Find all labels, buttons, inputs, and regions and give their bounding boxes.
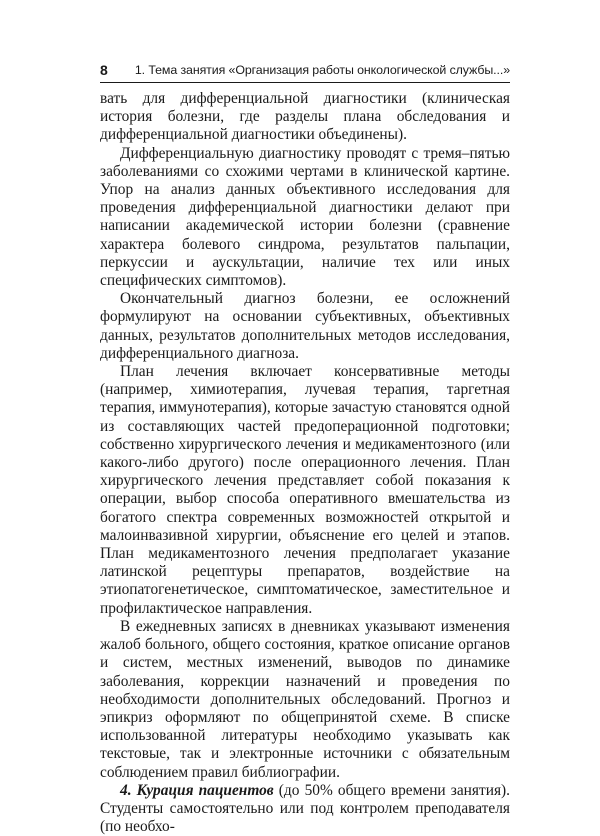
section-text-curation: (до 50% общего времени занятия). Студенты самостоятельно или под контролем преподавателя (по необхо- [100, 781, 511, 836]
text-body [100, 90, 510, 836]
paragraph-final-diagnosis: Окончательный диагноз болезни, ее осложнений формулируют на основании субъективных, объективных данных, результатов дополнительных методов исследования, дифференциального диагноза. [100, 290, 510, 362]
page-number: 8 [100, 62, 108, 78]
paragraph-patient-curation [100, 782, 510, 836]
running-title: 1. Тема занятия «Организация работы онкологической службы...» [134, 63, 510, 77]
paragraph-treatment-plan: План лечения включает консервативные методы (например, химиотерапия, лучевая терапия, таргетная терапия, иммунотерапия), которые зачастую становятся одной из составляющих частей предоперационной подготовки; собственно хирургического лечения и медикаментозного (или какого-либо другого) после операционного лечения. План хирургического лечения представляет собой показания к операции, выбор способа оперативного вмешательства из богатого спектра современных возможностей открытой и малоинвазивной хирургии, объяснение его целей и этапов. План медикаментозного лечения предполагает указание латинской рецептуры препаратов, воздействие на этиопатогенетическое, симптоматическое, заместительное и профилактическое направления. [100, 363, 510, 617]
header-rule [100, 82, 510, 83]
paragraph-daily-records: В ежедневных записях в дневниках указывают изменения жалоб больного, общего состояния, краткое описание органов и систем, местных изменений, выводов по динамике заболевания, коррекции назначений и проведения по необходимости дополнительных обследований. Прогноз и эпикриз оформляют по общепринятой схеме. В списке использованной литературы необходимо указывать как текстовые, так и электронные источники с обязательным соблюдением правил библиографии. [100, 617, 510, 781]
page-header [100, 60, 510, 78]
paragraph-continuation: вать для дифференциальной диагностики (клиническая история болезни, где разделы плана обследования и дифференциальной диагностики объединены). [100, 90, 510, 144]
paragraph-differential-diagnosis: Дифференциальную диагностику проводят с тремя–пятью заболеваниями со схожими чертами в клинической картине. Упор на анализ данных объективного исследования для проведения дифференциальной диагностики делают при написании академической истории болезни (сравнение характера болевого синдрома, результатов пальпации, перкуссии и аускультации, наличие тех или иных специфических симптомов). [100, 144, 510, 290]
section-heading-curation: 4. Курация пациентов [120, 781, 274, 799]
